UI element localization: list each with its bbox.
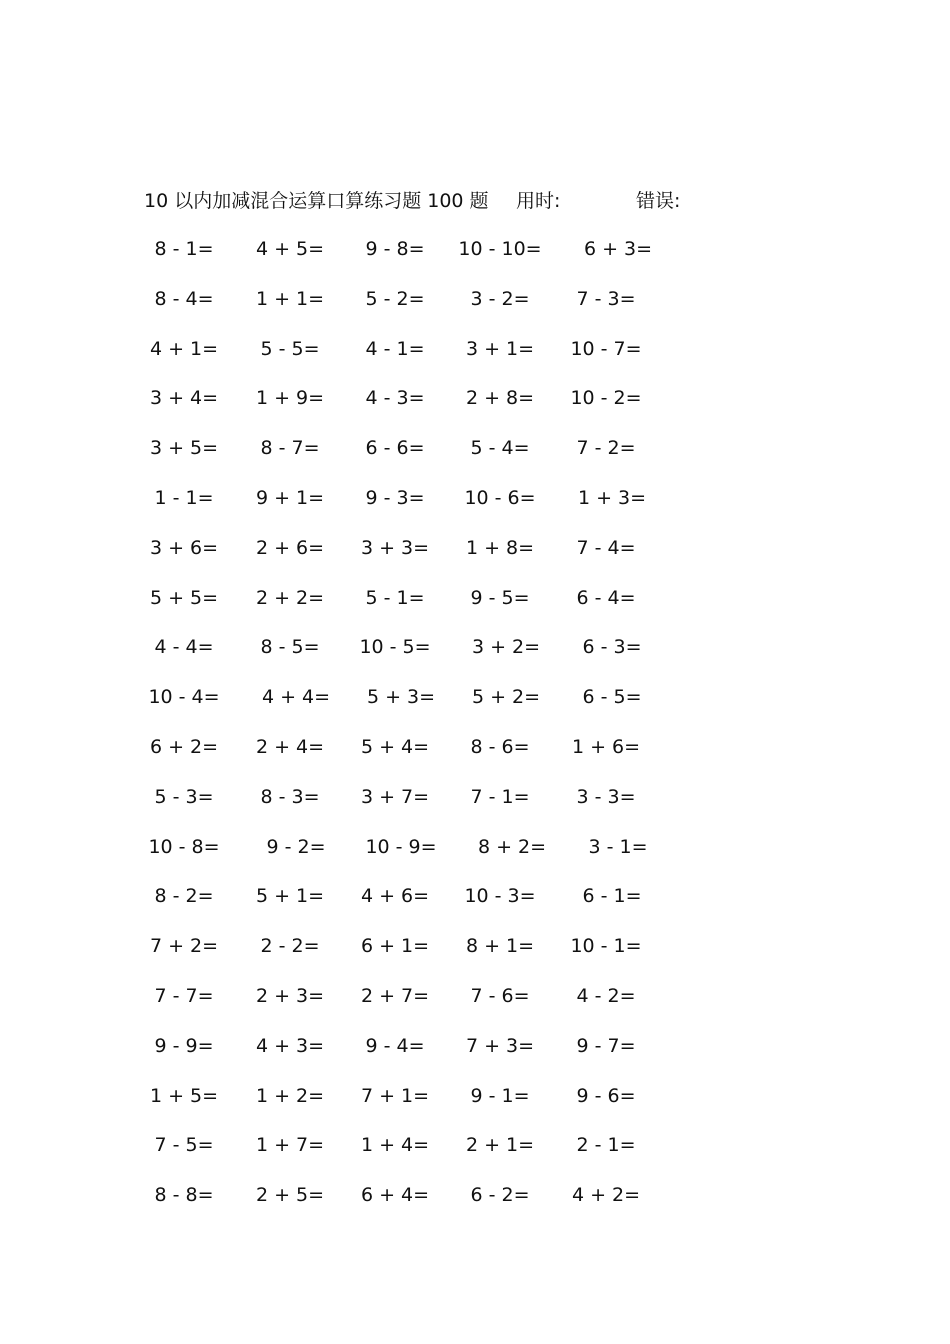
problem-item: 4 + 1= [149,337,219,360]
problem-item: 6 - 1= [582,885,642,908]
problem-item: 2 + 8= [465,387,535,410]
problem-item: 2 + 6= [255,536,325,559]
problem-item: 1 - 1= [154,486,214,509]
problem-row [0,734,950,784]
problem-item: 7 - 1= [470,785,530,808]
problem-item: 1 + 9= [255,387,325,410]
problem-item: 3 + 2= [471,636,541,659]
problem-item: 8 - 3= [260,785,320,808]
problem-row [0,684,950,734]
problem-item: 4 + 2= [571,1184,641,1207]
problem-item: 4 - 3= [365,387,425,410]
problem-item: 3 + 3= [360,536,430,559]
problem-item: 4 - 4= [154,636,214,659]
problem-item: 1 + 4= [360,1134,430,1157]
problem-item: 9 - 8= [365,238,425,260]
problem-item: 3 + 7= [360,785,430,808]
problem-row [0,535,950,585]
problem-item: 6 - 3= [582,636,642,659]
problem-item: 5 + 3= [366,686,436,709]
problem-item: 6 - 4= [576,586,636,609]
problem-item: 9 + 1= [255,486,325,509]
problem-item: 1 + 6= [571,735,641,758]
problem-item: 6 + 1= [360,935,430,958]
problem-item: 6 - 5= [582,686,642,709]
problem-item: 4 + 5= [255,238,325,260]
problem-item: 2 + 4= [255,735,325,758]
problem-row [0,1033,950,1083]
problem-item: 1 + 1= [255,287,325,310]
problem-item: 10 - 6= [464,486,536,509]
problem-item: 8 - 8= [154,1184,214,1207]
problem-row [0,1182,950,1232]
problem-item: 1 + 5= [149,1084,219,1107]
problem-item: 7 + 3= [465,1034,535,1057]
problem-row [0,983,950,1033]
problem-item: 3 + 5= [149,437,219,460]
problem-item: 3 + 1= [465,337,535,360]
problem-item: 4 + 3= [255,1034,325,1057]
problem-item: 5 - 3= [154,785,214,808]
problem-item: 2 - 2= [260,935,320,958]
problem-item: 10 - 2= [570,387,642,410]
problem-item: 2 + 1= [465,1134,535,1157]
problem-item: 1 + 8= [465,536,535,559]
problem-item: 1 + 2= [255,1084,325,1107]
problem-item: 8 - 1= [154,238,214,260]
problem-item: 10 - 1= [570,935,642,958]
problem-item: 1 + 3= [577,486,647,509]
problem-item: 9 - 2= [266,835,326,858]
problem-item: 6 - 2= [470,1184,530,1207]
time-used-label: 用时: [516,190,561,212]
problem-item: 3 - 2= [470,287,530,310]
problem-item: 10 - 5= [359,636,431,659]
problem-item: 5 - 1= [365,586,425,609]
problem-row [0,1132,950,1182]
problem-item: 9 - 3= [365,486,425,509]
problem-item: 7 + 2= [149,935,219,958]
problem-item: 5 + 1= [255,885,325,908]
problem-item: 9 - 5= [470,586,530,609]
problem-item: 7 - 4= [576,536,636,559]
problem-item: 5 - 4= [470,437,530,460]
problem-item: 3 - 1= [588,835,648,858]
problem-item: 5 - 5= [260,337,320,360]
problem-item: 10 - 3= [464,885,536,908]
problem-item: 9 - 7= [576,1034,636,1057]
problem-row [0,784,950,834]
problem-item: 8 - 6= [470,735,530,758]
problem-grid [0,236,950,1232]
problem-item: 10 - 7= [570,337,642,360]
problem-item: 8 - 2= [154,885,214,908]
problem-row [0,385,950,435]
problem-item: 4 - 1= [365,337,425,360]
problem-row [0,634,950,684]
problem-item: 2 + 7= [360,984,430,1007]
problem-row [0,236,950,286]
problem-item: 2 + 2= [255,586,325,609]
problem-item: 5 + 4= [360,735,430,758]
problem-item: 2 - 1= [576,1134,636,1157]
problem-item: 7 - 2= [576,437,636,460]
problem-item: 8 - 5= [260,636,320,659]
problem-row [0,435,950,485]
worksheet-title: 10 以内加减混合运算口算练习题 100 题 [144,190,489,212]
problem-item: 9 - 6= [576,1084,636,1107]
problem-item: 10 - 10= [458,238,542,260]
problem-item: 10 - 9= [365,835,437,858]
problem-row [0,933,950,983]
problem-item: 7 - 6= [470,984,530,1007]
problem-item: 5 - 2= [365,287,425,310]
problem-item: 10 - 8= [148,835,220,858]
problem-item: 4 + 6= [360,885,430,908]
problem-item: 8 + 2= [477,835,547,858]
problem-item: 5 + 5= [149,586,219,609]
problem-row [0,286,950,336]
problem-item: 6 + 4= [360,1184,430,1207]
problem-item: 6 - 6= [365,437,425,460]
problem-item: 8 - 4= [154,287,214,310]
problem-item: 2 + 5= [255,1184,325,1207]
problem-item: 7 - 5= [154,1134,214,1157]
problem-row [0,585,950,635]
problem-item: 9 - 1= [470,1084,530,1107]
problem-item: 9 - 9= [154,1034,214,1057]
problem-item: 7 - 7= [154,984,214,1007]
problem-row [0,883,950,933]
problem-item: 6 + 3= [583,238,653,260]
problem-row [0,1083,950,1133]
problem-item: 8 + 1= [465,935,535,958]
problem-item: 3 - 3= [576,785,636,808]
problem-item: 3 + 6= [149,536,219,559]
problem-row [0,834,950,884]
problem-item: 4 + 4= [261,686,331,709]
problem-item: 7 + 1= [360,1084,430,1107]
problem-item: 8 - 7= [260,437,320,460]
problem-row [0,485,950,535]
problem-item: 5 + 2= [471,686,541,709]
problem-item: 9 - 4= [365,1034,425,1057]
problem-item: 7 - 3= [576,287,636,310]
error-count-label: 错误: [636,190,681,212]
problem-item: 4 - 2= [576,984,636,1007]
problem-item: 1 + 7= [255,1134,325,1157]
problem-item: 2 + 3= [255,984,325,1007]
problem-item: 6 + 2= [149,735,219,758]
problem-row [0,336,950,386]
problem-item: 3 + 4= [149,387,219,410]
problem-item: 10 - 4= [148,686,220,709]
